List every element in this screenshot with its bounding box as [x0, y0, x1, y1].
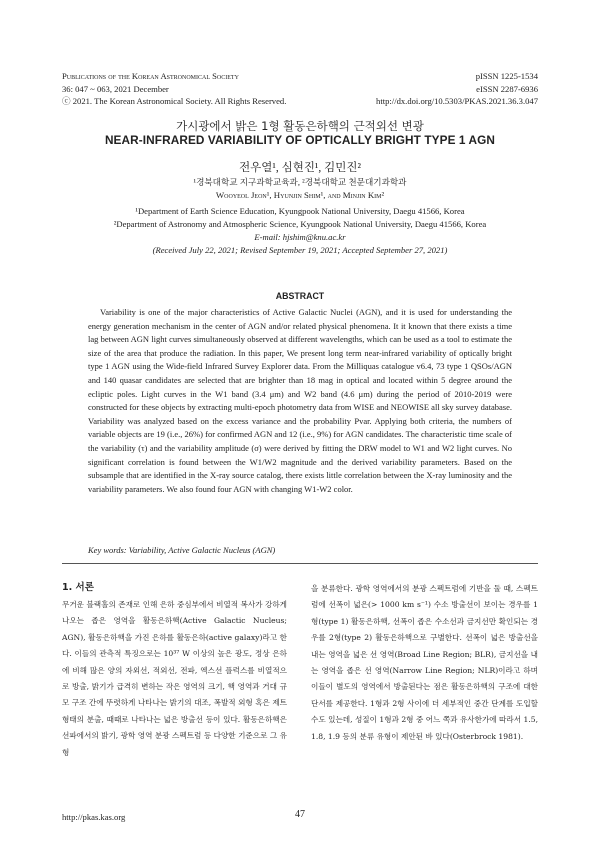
journal-info — [62, 70, 286, 108]
journal-issue: 36: 047 ~ 063, 2021 December — [62, 83, 169, 94]
page-number: 47 — [295, 809, 305, 820]
affiliation-korean: ¹경북대학교 지구과학교육과, ²경북대학교 천문대기과학과 — [193, 177, 407, 187]
section-heading-introduction: 1. 서론 — [62, 582, 94, 593]
intro-column-right: 을 분류한다. 광학 영역에서의 분광 스펙트럼에 기반을 둘 때, 스펙트럼에 선폭이 넓은(> 1000 km s⁻¹) 수소 방출선이 보이는 경우를 1형(type 1) 활동은하핵, 선폭이 좁은 수소선과 금지선만 확인되는 경우를 2형(type 2) 활동은하핵으로 구별한다. 선폭이 넓은 방출선을 내는 영역을 넓은 선 영역(Broad Line Region; BLR), 금지선을 내는 영역을 좁은 선 영역(Narrow Line Region; NLR)이라고 하며 이들이 별도의 영역에서 방출된다는 점은 활동은하핵의 구조에 대한 단서를 제공한다. 1형과 2형 사이에 더 세부적인 중간 단계를 도입할 수도 있는데, 성질이 1형과 2형 중 어느 쪽과 유사한가에 따라서 1.5, 1.8, 1.9 등의 분류 유형이 제안된 바 있다(Osterbrock 1981). — [311, 584, 538, 741]
pissn: pISSN 1225-1534 — [475, 71, 538, 81]
keywords: Key words: Variability, Active Galactic Nucleus (AGN) — [88, 545, 276, 555]
title-english: NEAR-INFRARED VARIABILITY OF OPTICALLY BRIGHT TYPE 1 AGN — [104, 133, 496, 147]
authors-english: Wooyeol Jeon¹, Hyunjin Shim¹, and Minjin Kim² — [215, 190, 385, 200]
abstract-heading: ABSTRACT — [275, 291, 325, 301]
authors-korean: 전우열¹, 심현진¹, 김민진² — [239, 162, 361, 174]
abstract-body: Variability is one of the major characteristics of Active Galactic Nuclei (AGN), and it is used for understanding the energy generation mechanism in the center of AGN and/or related physical phenomena. It it known that there exists a time lag between AGN light curves simultaneously observed at different wavelengths, which can be used as a tool to estimate the size of the area that produce the radiation. In this paper, We present long term near-infrared variability of optically bright type 1 AGN using the Wide-field Infrared Survey Explorer data. From the Milliquas catalogue v6.4, 73 type 1 QSOs/AGN and 140 quasar candidates are selected that are brighter than 18 mag in optical and located within 5 degree around the ecliptic poles. Light curves in the W1 band (3.4 μm) and W2 band (4.6 μm) during the period of 2010-2019 were constructed for these objects by extracting multi-epoch photometry data from WISE and NEOWISE all sky survey database. Variability was analyzed based on the excess variance and the probability Pvar. Applying both criteria, the numbers of variable objects are 19 (i.e., 26%) for confirmed AGN and 12 (i.e., 9%) for AGN candidates. The characteristic time scale of the variability (τ) and the variability amplitude (σ) were derived by fitting the DRW model to W1 and W2 light curves. No significant correlation is found between the W1/W2 magnitude and the derived variability parameters. Based on the subsample that are identified in the X-ray source catalog, there exists little correlation between the X-ray luminosity and the variability parameters. We also found four AGN with changing W1-W2 color. — [88, 307, 512, 494]
journal-name: Publications of the Korean Astronomical Society — [62, 71, 239, 81]
affiliation-2: ²Department of Astronomy and Atmospheric Science, Kyungpook National University, Daegu 41566, Korea — [113, 219, 487, 229]
footer-url[interactable]: http://pkas.kas.org — [62, 812, 126, 822]
issn-info — [376, 70, 538, 108]
corresponding-email[interactable]: E-mail: hjshim@knu.ac.kr — [254, 232, 346, 242]
received-dates: (Received July 22, 2021; Revised September 19, 2021; Accepted September 27, 2021) — [152, 245, 448, 255]
affiliation-1: ¹Department of Earth Science Education, Kyungpook National University, Daegu 41566, Korea — [135, 206, 465, 216]
section-divider — [62, 563, 538, 564]
intro-column-left: 무거운 블랙홀의 존재로 인해 은하 중심부에서 비열적 복사가 강하게 나오는 좁은 영역을 활동은하핵(Active Galactic Nucleus; AGN), 활동은하핵을 가진 은하를 활동은하(active galaxy)라고 한다. 이들의 관측적 특징으로는 10³⁷ W 이상의 높은 광도, 정상 은하에 비해 많은 양의 자외선, 적외선, 전파, 엑스선 플럭스를 비열적으로 방출, 밝기가 급격히 변하는 작은 영역의 크기, 핵 영역과 거대 규모 구조 간에 뚜렷하게 나타나는 밝기의 대조, 폭발적 외형 혹은 제트 형태의 분출, 때때로 나타나는 넓은 방출선 등이 있다. 활동은하핵은 선파에서의 밝기, 광학 영역 분광 스펙트럼 등 다양한 기준으로 그 유형 — [62, 600, 287, 757]
copyright-line: ⓒ 2021. The Korean Astronomical Society. All Rights Reserved. — [62, 96, 287, 106]
doi-link[interactable]: http://dx.doi.org/10.5303/PKAS.2021.36.3.047 — [376, 96, 538, 106]
eissn: eISSN 2287-6936 — [476, 83, 538, 94]
title-korean: 가시광에서 밝은 1형 활동은하핵의 근적외선 변광 — [176, 119, 424, 133]
